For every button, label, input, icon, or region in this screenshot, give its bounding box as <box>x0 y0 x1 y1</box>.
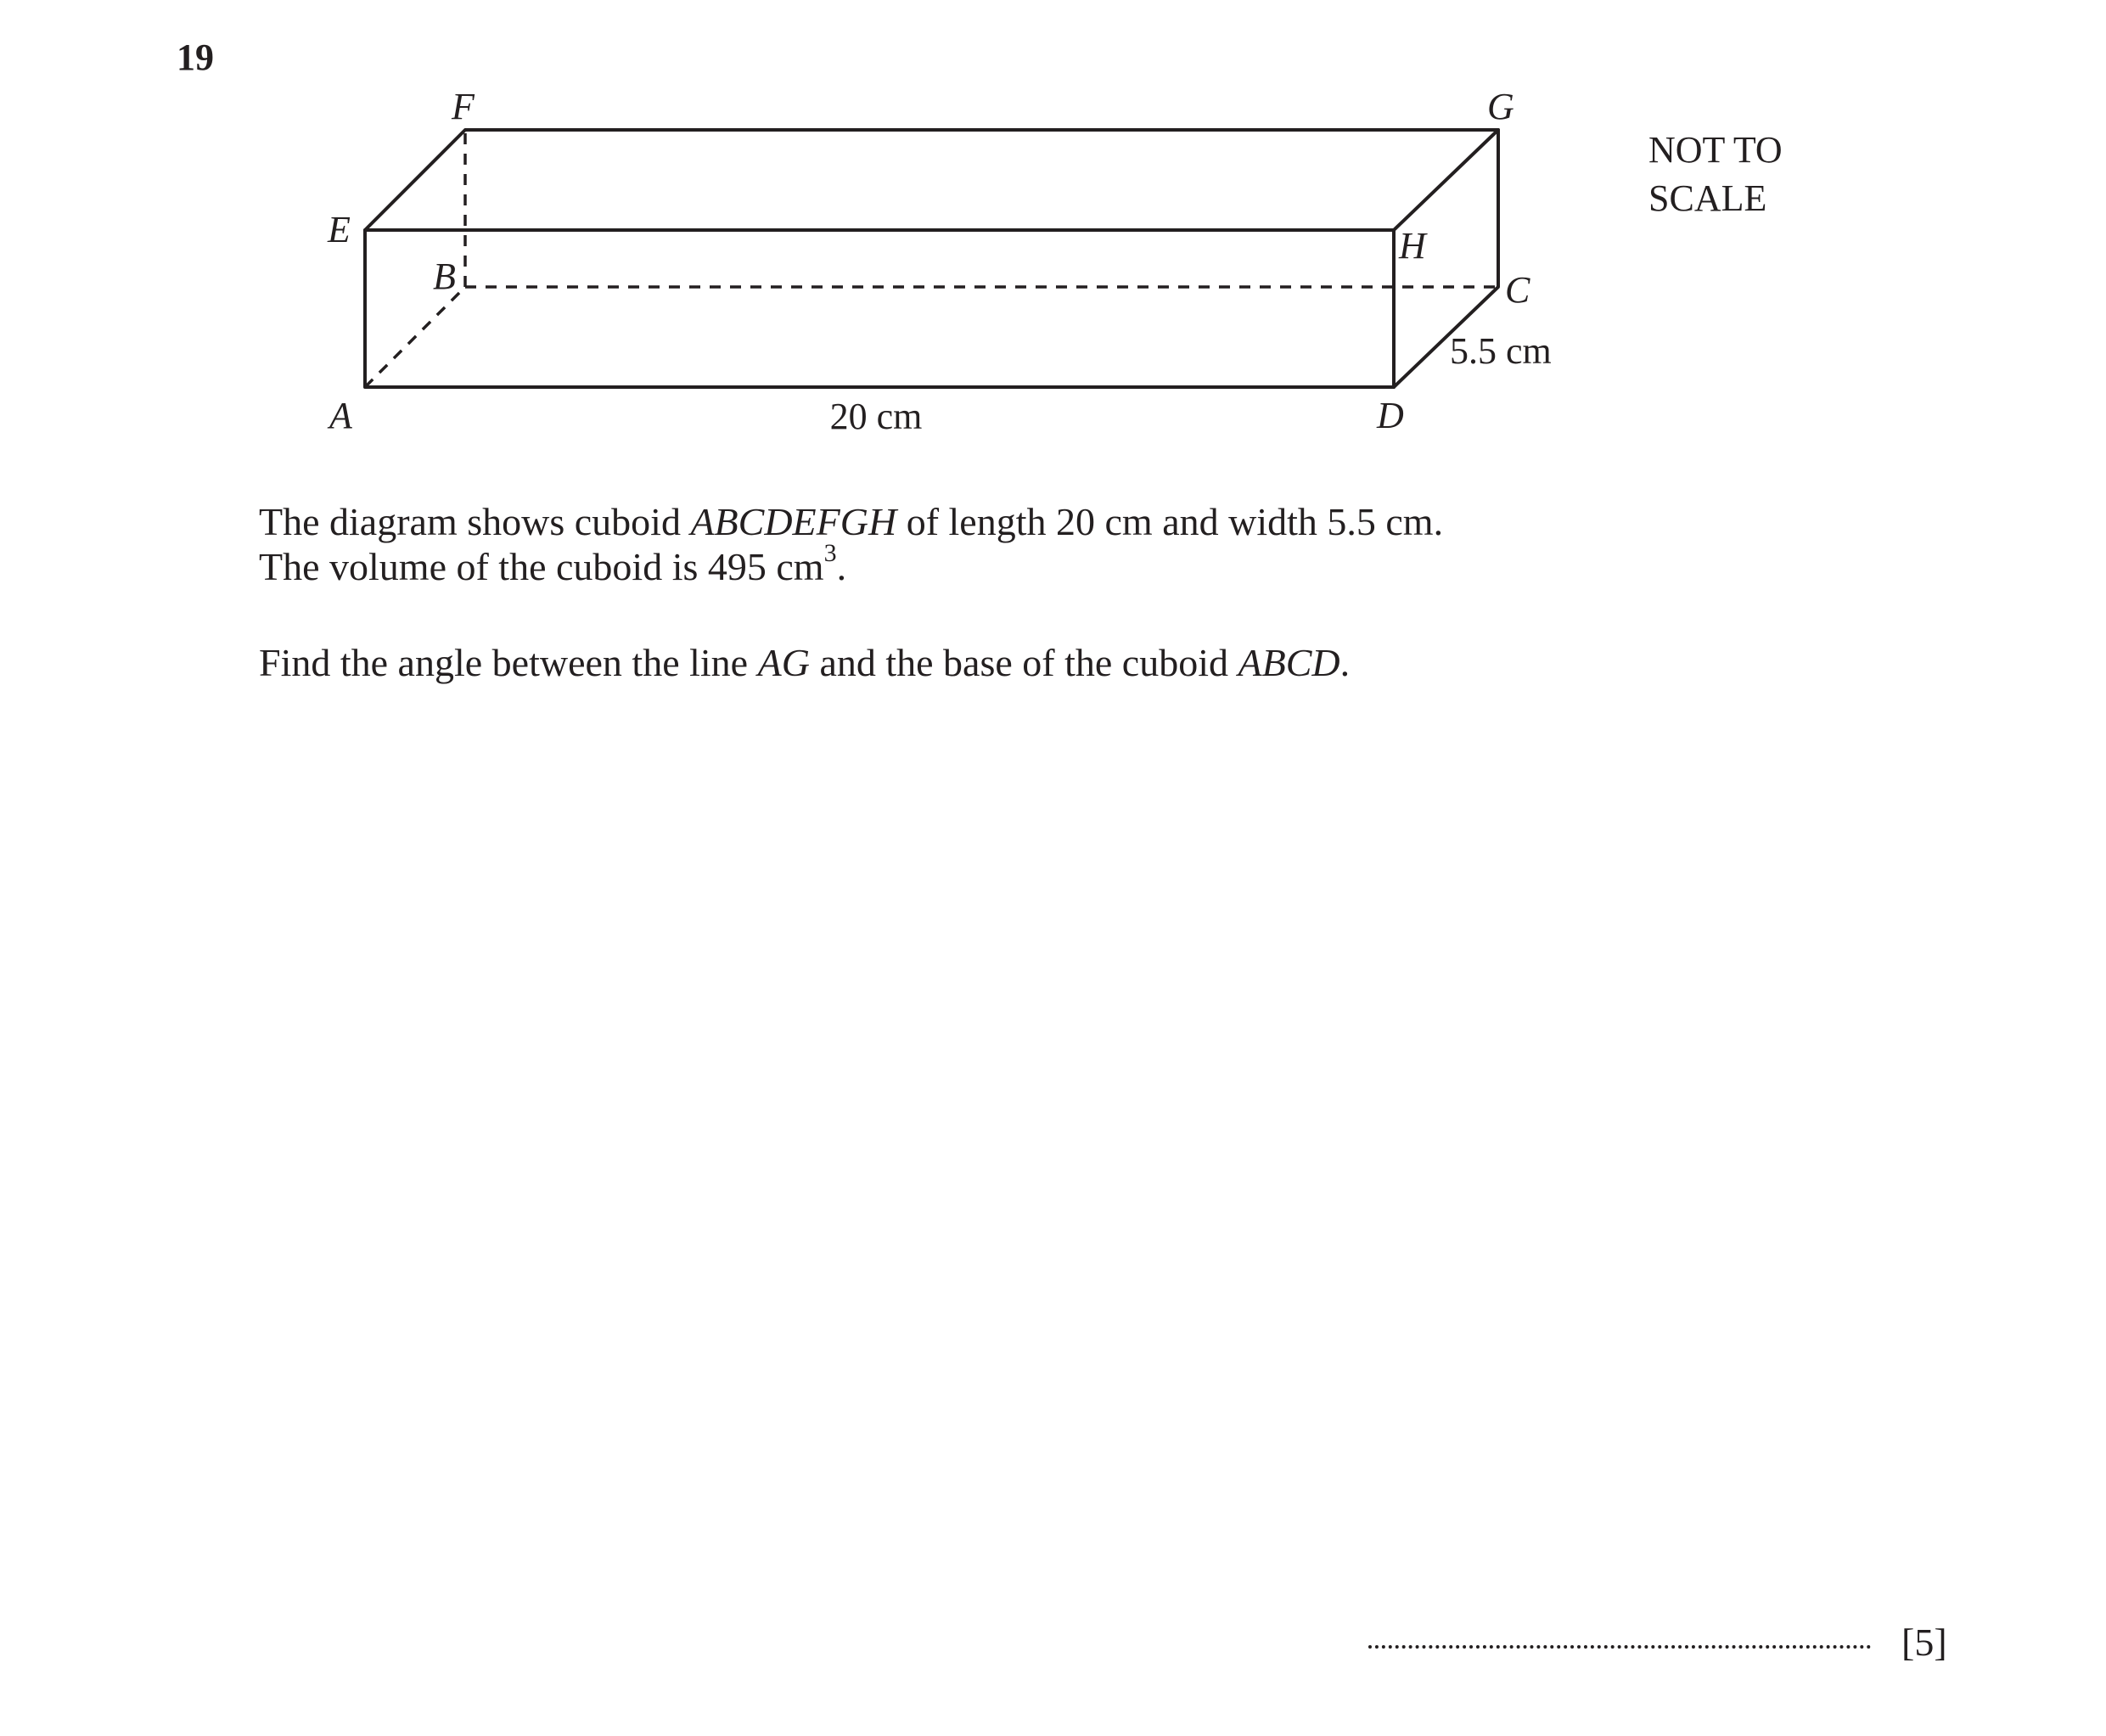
answer-line[interactable] <box>1368 1620 1871 1649</box>
cuboid-diagram <box>0 0 2106 475</box>
not-to-scale-note <box>1648 126 1783 222</box>
question-number: 19 <box>177 37 214 78</box>
line-name: AG <box>757 641 810 684</box>
note-line-1: NOT TO <box>1648 129 1783 171</box>
width-label: 5.5 cm <box>1450 330 1552 372</box>
vertex-label-B: B <box>433 256 456 297</box>
vertex-label-G: G <box>1487 86 1514 127</box>
vertex-label-A: A <box>329 395 352 436</box>
front-face-ADHE <box>365 230 1394 387</box>
top-face-edges <box>365 130 1498 230</box>
edge-AB-hidden <box>365 287 465 387</box>
vertex-label-D: D <box>1377 395 1404 436</box>
marks-label: [5] <box>1901 1621 1947 1664</box>
question-text-line-1: The diagram shows cuboid ABCDEFGH of length 20 cm and width 5.5 cm. <box>259 500 1444 543</box>
vertex-label-F: F <box>452 86 475 127</box>
question-text-line-3: Find the angle between the line AG and the base of the cuboid ABCD. <box>259 641 1351 684</box>
base-name: ABCD <box>1238 641 1340 684</box>
note-line-2: SCALE <box>1648 177 1767 219</box>
length-label: 20 cm <box>829 396 923 437</box>
vertex-label-E: E <box>328 209 351 250</box>
vertex-label-C: C <box>1505 269 1530 311</box>
question-text-line-2: The volume of the cuboid is 495 $cm^3$. <box>259 539 847 588</box>
vertex-label-H: H <box>1399 225 1426 267</box>
cuboid-name: ABCDEFGH <box>690 500 897 543</box>
cubed-superscript: 3 <box>823 539 837 567</box>
